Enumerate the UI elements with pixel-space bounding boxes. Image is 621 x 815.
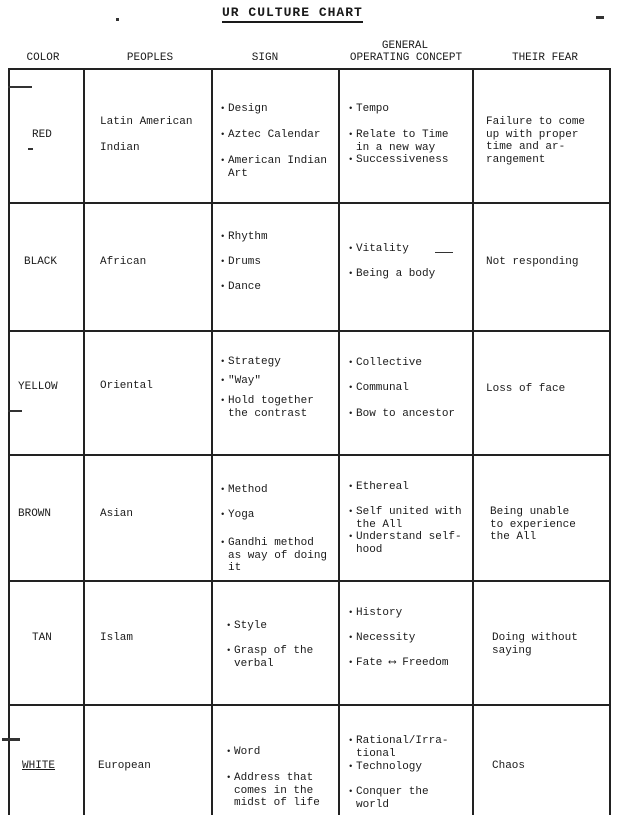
row-brown-sign-1: • Method: [228, 484, 268, 497]
table-frame: [8, 68, 611, 815]
row-black-peoples-1: African: [100, 256, 147, 268]
row-white-concept-1: • Rational/Irra- tional: [356, 735, 448, 760]
row-yellow-concept-1: • Collective: [356, 357, 422, 370]
row-brown-concept-1: • Ethereal: [356, 481, 409, 494]
row-yellow-color: YELLOW: [18, 381, 58, 393]
row-black-concept-1: • Vitality: [356, 243, 409, 256]
header-peoples: PEOPLES: [126, 52, 174, 64]
row-yellow-sign-2: • "Way": [228, 375, 261, 388]
row-red-concept-3: • Successiveness: [356, 154, 448, 167]
row-yellow-concept-2: • Communal: [356, 382, 409, 395]
scan-speck: [596, 16, 604, 19]
row-black-fear: Not responding: [486, 256, 579, 268]
row-tan-concept-2: • Necessity: [356, 632, 415, 645]
row-white-sign-1: • Word: [234, 746, 260, 759]
row-black-sign-1: • Rhythm: [228, 231, 268, 244]
scan-speck: [28, 148, 33, 150]
scan-speck: [435, 252, 453, 253]
header-sign: SIGN: [251, 52, 279, 64]
row-yellow-sign-3: • Hold together the contrast: [228, 395, 314, 420]
row-yellow-sign-1: • Strategy: [228, 356, 281, 369]
row-white-concept-3: • Conquer the world: [356, 786, 429, 811]
row-tan-fear: Doing without saying: [492, 632, 578, 657]
row-red-fear: Failure to come up with proper time and ar- rangement: [486, 116, 586, 166]
row-brown-sign-2: • Yoga: [228, 509, 254, 522]
row-red-concept-1: • Tempo: [356, 103, 389, 116]
row-divider: [8, 202, 611, 204]
row-white-peoples-1: European: [98, 760, 151, 772]
scan-speck: [8, 86, 32, 88]
row-brown-peoples-1: Asian: [100, 508, 134, 520]
row-tan-color: TAN: [32, 632, 52, 644]
scan-speck: [116, 18, 119, 21]
row-black-color: BLACK: [24, 256, 58, 268]
row-red-sign-2: • Aztec Calendar: [228, 129, 320, 142]
row-black-sign-3: • Dance: [228, 281, 261, 294]
row-divider: [8, 704, 611, 706]
header-fear: THEIR FEAR: [511, 52, 578, 64]
row-red-color: RED: [32, 129, 52, 141]
row-yellow-concept-3: • Bow to ancestor: [356, 408, 455, 421]
row-yellow-fear: Loss of face: [486, 383, 566, 395]
row-red-concept-2: • Relate to Time in a new way: [356, 129, 448, 154]
column-divider: [472, 68, 474, 815]
row-white-fear: Chaos: [492, 760, 526, 772]
row-tan-concept-1: • History: [356, 607, 402, 620]
row-tan-sign-2: • Grasp of the verbal: [234, 645, 313, 670]
row-brown-concept-3: • Understand self- hood: [356, 531, 462, 556]
row-red-peoples-2: Indian: [100, 142, 140, 154]
row-brown-color: BROWN: [18, 508, 52, 520]
row-red-peoples-1: Latin American: [100, 116, 193, 128]
row-divider: [8, 580, 611, 582]
column-divider: [83, 68, 85, 815]
row-divider: [8, 330, 611, 332]
row-tan-concept-3: • Fate ⟷ Freedom: [356, 657, 448, 670]
row-white-sign-2: • Address that comes in the midst of life: [234, 772, 320, 810]
row-black-concept-2: • Being a body: [356, 268, 435, 281]
column-divider: [338, 68, 340, 815]
row-brown-concept-2: • Self united with the All: [356, 506, 462, 531]
row-tan-sign-1: • Style: [234, 620, 267, 633]
row-brown-fear: Being unable to experience the All: [490, 506, 576, 543]
row-red-sign-3: • American Indian Art: [228, 155, 327, 180]
row-white-color: WHITE: [22, 760, 56, 772]
row-black-sign-2: • Drums: [228, 256, 261, 269]
row-red-sign-1: • Design: [228, 103, 268, 116]
scan-speck: [8, 410, 22, 412]
scan-speck: [2, 738, 20, 741]
row-white-concept-2: • Technology: [356, 761, 422, 774]
header-color: COLOR: [26, 52, 60, 64]
row-tan-peoples-1: Islam: [100, 632, 134, 644]
column-divider: [211, 68, 213, 815]
header-concept-line2: OPERATING CONCEPT: [349, 52, 463, 64]
row-yellow-peoples-1: Oriental: [100, 380, 153, 392]
row-brown-sign-3: • Gandhi method as way of doing it: [228, 537, 327, 575]
chart-title: UR CULTURE CHART: [222, 6, 363, 23]
header-concept-line1: GENERAL: [381, 40, 429, 52]
row-divider: [8, 454, 611, 456]
